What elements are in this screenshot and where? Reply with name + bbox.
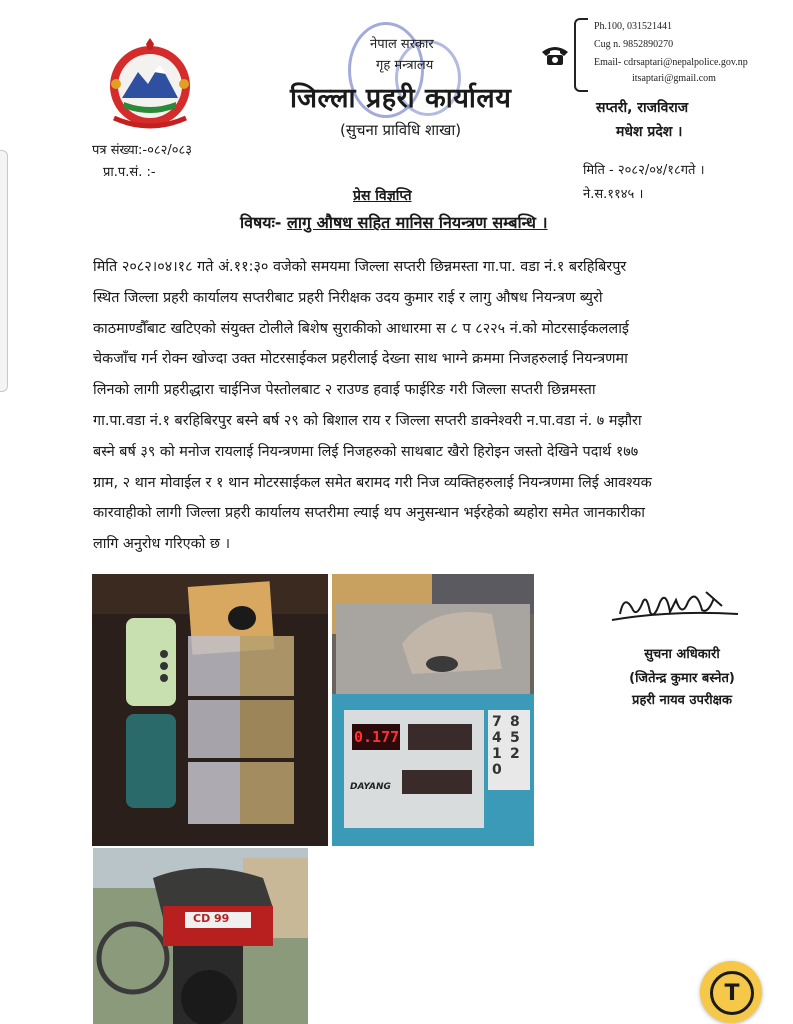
signatory-rank: प्रहरी नायव उपरीक्षक — [632, 693, 732, 708]
body-line: काठमाण्डौँबाट खटिएको संयुक्त टोलीले बिशेष सुराकीको आधारमा स ८ प ८२२५ नं.को मोटरसाईकललाई — [93, 320, 629, 337]
handwritten-signature — [610, 584, 740, 634]
body-line: स्थित जिल्ला प्रहरी कार्यालय सप्तरीबाट प्रहरी निरीक्षक उदय कुमार राई र लागु औषध नियन्त्रण ब्युरो — [93, 289, 603, 306]
scale-key: 4 — [492, 730, 502, 746]
evidence-photo-motorcycle — [93, 848, 308, 1024]
reference-number: ने.स.११४५ । — [583, 187, 644, 202]
subject-line — [240, 211, 548, 233]
scale-key: 7 — [492, 714, 502, 730]
address-province: मधेश प्रदेश । — [616, 124, 683, 140]
body-line: कारवाहीको लागी जिल्ला प्रहरी कार्यालय सप्तरीमा ल्याई थप अनुसन्धान भईरहेको ब्यहोरा समेत जानकारीका — [93, 505, 645, 522]
contact-cug: Cug n. 9852890270 — [594, 39, 674, 50]
dispatch-number: प्रा.प.सं. :- — [103, 165, 156, 180]
bike-plate: CD 99 — [193, 912, 230, 925]
ministry-line: गृह मन्त्रालय — [376, 58, 434, 73]
contact-email: Email- cdrsaptari@nepalpolice.gov.np — [594, 57, 748, 68]
nepal-emblem-icon — [104, 38, 196, 130]
body-line: ग्राम, २ थान मोवाईल र १ थान मोटरसाईकल समेत बरामद गरी निज व्यक्तिहरुलाई नियन्त्रणमा लिई आवश्यक — [93, 474, 652, 491]
address-city: सप्तरी, राजविराज — [596, 100, 689, 116]
body-line: गा.पा.वडा नं.१ बरहिबिरपुर बस्ने बर्ष २९ को बिशाल राय र जिल्ला सप्तरी डाक्नेश्वरी न.पा.वडा नं. ७ मझौरा — [93, 412, 642, 429]
letter-number: पत्र संख्या:-०८२/०८३ — [92, 143, 193, 158]
signatory-title: सुचना अधिकारी — [644, 647, 720, 662]
telephone-icon — [540, 44, 570, 66]
body-line: मिति २०८२।०४।१८ गते अं.११:३० वजेको समयमा जिल्ला सप्तरी छिन्नमस्ता गा.पा. वडा नं.१ बरहिबिरपुर — [93, 259, 627, 275]
subject-prefix: विषयः- — [240, 213, 282, 232]
gov-line: नेपाल सरकार — [370, 37, 434, 52]
scale-key: 8 — [510, 714, 520, 730]
body-line: चेकजाँच गर्न रोक्न खोज्दा उक्त मोटरसाईकल प्रहरीलाई देख्ना साथ भाग्ने क्रममा निजहरुलाई नियन्त्रणमा — [93, 351, 628, 368]
scale-key: 0 — [492, 762, 502, 778]
office-title: जिल्ला प्रहरी कार्यालय — [290, 83, 512, 114]
text-scan-button[interactable] — [700, 961, 762, 1023]
scale-keypad — [492, 714, 528, 778]
signatory-name: (जितेन्द्र कुमार बस्नेत) — [629, 671, 735, 686]
contact-bracket — [574, 18, 588, 92]
scale-key: 5 — [510, 730, 520, 746]
scale-reading: 0.177 — [354, 728, 400, 746]
body-line: बस्ने बर्ष ३९ को मनोज रायलाई नियन्त्रणमा लिई निजहरुको साथबाट खैरो हिरोइन जस्तो देखिने पदार्थ १७७ — [93, 443, 639, 460]
subject-text: लागु औषध सहित मानिस नियन्त्रण सम्बन्धि । — [287, 213, 548, 232]
letter-date: मिति - २०८२/०४/१८गते । — [583, 163, 705, 178]
branch-name: (सुचना प्राविधि शाखा) — [340, 121, 462, 139]
side-panel-handle[interactable] — [0, 150, 8, 392]
body-line: लागि अनुरोध गरिएको छ । — [93, 536, 231, 553]
scale-key: 2 — [510, 746, 520, 762]
body-line: लिनको लागी प्रहरीद्धारा चाईनिज पेस्तोलबाट २ राउण्ड हवाई फाईरिङ गरी जिल्ला सप्तरी छिन्नमस्ता — [93, 382, 596, 399]
contact-email-alt: itsaptari@gmail.com — [632, 73, 716, 84]
scale-key: 1 — [492, 746, 502, 762]
press-release-heading: प्रेस विज्ञप्ति — [353, 188, 412, 204]
contact-phone: Ph.100, 031521441 — [594, 21, 673, 32]
text-scan-icon: T — [710, 971, 754, 1015]
evidence-photo-scale — [332, 574, 534, 846]
evidence-photo-phones-packets — [92, 574, 328, 846]
body-paragraph — [93, 252, 739, 560]
scale-brand: DAYANG — [350, 782, 391, 792]
